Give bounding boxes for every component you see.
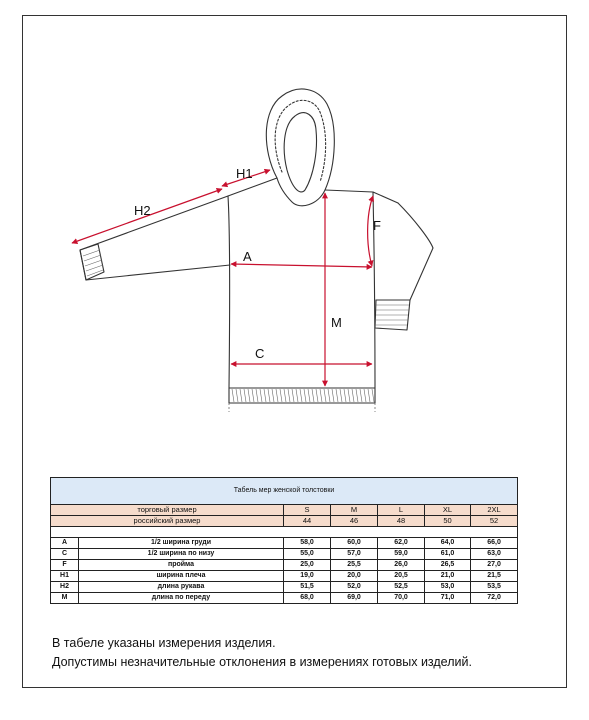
hem-rib-line — [272, 389, 274, 402]
measure-value: 52,0 — [331, 582, 378, 593]
size-chart-table — [50, 477, 518, 604]
hem-rib-line — [348, 389, 350, 402]
label-h1: H1 — [236, 166, 253, 181]
measure-name: пройма — [79, 560, 284, 571]
russian-size-cell: 46 — [331, 516, 378, 527]
trade-size-cell: S — [284, 505, 331, 516]
measure-value: 62,0 — [378, 538, 425, 549]
spacer-cell — [51, 527, 518, 538]
spacer-row — [51, 527, 518, 538]
measure-value: 71,0 — [425, 593, 471, 604]
hem-rib-line — [232, 389, 234, 402]
measure-code: M — [51, 593, 79, 604]
table-row — [51, 571, 518, 582]
label-h2: H2 — [134, 203, 151, 218]
measure-code: H1 — [51, 571, 79, 582]
measure-code: A — [51, 538, 79, 549]
russian-size-label: российский размер — [51, 516, 284, 527]
measure-value: 26,0 — [378, 560, 425, 571]
measure-name: длина рукава — [79, 582, 284, 593]
measure-value: 26,5 — [425, 560, 471, 571]
measure-value: 57,0 — [331, 549, 378, 560]
trade-size-cell: L — [378, 505, 425, 516]
hem-rib-line — [236, 389, 238, 402]
table-row — [51, 538, 518, 549]
measure-value: 27,0 — [471, 560, 518, 571]
hem-rib-line — [328, 389, 330, 402]
measure-code: H2 — [51, 582, 79, 593]
trade-size-cell: 2XL — [471, 505, 518, 516]
measure-code: F — [51, 560, 79, 571]
table-title-row — [51, 478, 518, 505]
hem-rib-line — [324, 389, 326, 402]
russian-size-row — [51, 516, 518, 527]
russian-size-cell: 50 — [425, 516, 471, 527]
hem-rib-line — [260, 389, 262, 402]
hem-rib-line — [284, 389, 286, 402]
hem-rib-line — [264, 389, 266, 402]
russian-size-cell: 48 — [378, 516, 425, 527]
table-row — [51, 593, 518, 604]
hem-rib-line — [240, 389, 242, 402]
measure-value: 61,0 — [425, 549, 471, 560]
measure-value: 25,0 — [284, 560, 331, 571]
measure-name: ширина плеча — [79, 571, 284, 582]
measure-value: 21,0 — [425, 571, 471, 582]
table-row — [51, 582, 518, 593]
measure-value: 63,0 — [471, 549, 518, 560]
hood-opening — [284, 113, 316, 192]
hem-rib-line — [344, 389, 346, 402]
footnote-line-1: В табеле указаны измерения изделия. — [52, 636, 276, 650]
right-sleeve — [376, 203, 433, 300]
left-cuff — [80, 244, 104, 280]
hem-rib-line — [292, 389, 294, 402]
label-c: C — [255, 346, 265, 361]
hem-rib-line — [340, 389, 342, 402]
hem-rib-line — [300, 389, 302, 402]
measure-value: 53,0 — [425, 582, 471, 593]
hem-rib-line — [372, 389, 374, 402]
hem-rib-line — [316, 389, 318, 402]
hem-rib-line — [312, 389, 314, 402]
table-row — [51, 549, 518, 560]
measure-value: 68,0 — [284, 593, 331, 604]
measure-name: 1/2 ширина груди — [79, 538, 284, 549]
measure-value: 69,0 — [331, 593, 378, 604]
trade-size-row — [51, 505, 518, 516]
russian-size-cell: 44 — [284, 516, 331, 527]
measure-a-line — [231, 264, 372, 267]
measure-value: 70,0 — [378, 593, 425, 604]
label-a: A — [243, 249, 252, 264]
hem-rib-line — [296, 389, 298, 402]
hem-rib-line — [244, 389, 246, 402]
hem-rib-line — [280, 389, 282, 402]
measure-name: 1/2 ширина по низу — [79, 549, 284, 560]
hem-rib-line — [364, 389, 366, 402]
hem-ribbing — [232, 389, 374, 402]
measure-code: C — [51, 549, 79, 560]
measure-value: 53,5 — [471, 582, 518, 593]
hem-rib-line — [276, 389, 278, 402]
shoulder-right — [325, 190, 398, 203]
trade-size-cell: M — [331, 505, 378, 516]
label-f: F — [373, 218, 381, 233]
footnote-line-2: Допустимы незначительные отклонения в измерениях готовых изделий. — [52, 655, 472, 669]
hem-rib-line — [368, 389, 370, 402]
hem-rib-line — [360, 389, 362, 402]
hem-rib-line — [308, 389, 310, 402]
hem-rib-line — [332, 389, 334, 402]
measure-value: 25,5 — [331, 560, 378, 571]
measure-value: 58,0 — [284, 538, 331, 549]
measure-value: 20,0 — [331, 571, 378, 582]
table-title: Табель мер женской толстовки — [51, 478, 518, 505]
measure-value: 66,0 — [471, 538, 518, 549]
hem-rib-line — [320, 389, 322, 402]
body-left-side — [228, 196, 230, 388]
measure-value: 72,0 — [471, 593, 518, 604]
measure-value: 19,0 — [284, 571, 331, 582]
hem-rib-line — [268, 389, 270, 402]
trade-size-cell: XL — [425, 505, 471, 516]
label-m: M — [331, 315, 342, 330]
measure-value: 52,5 — [378, 582, 425, 593]
russian-size-cell: 52 — [471, 516, 518, 527]
measure-value: 20,5 — [378, 571, 425, 582]
table-row — [51, 560, 518, 571]
hem-rib-line — [248, 389, 250, 402]
measure-value: 64,0 — [425, 538, 471, 549]
measure-value: 21,5 — [471, 571, 518, 582]
hem-rib-line — [352, 389, 354, 402]
guide-lines — [229, 403, 375, 412]
measure-value: 55,0 — [284, 549, 331, 560]
hem-rib-line — [336, 389, 338, 402]
footnote — [52, 634, 472, 672]
measure-name: длина по переду — [79, 593, 284, 604]
hem-rib-line — [356, 389, 358, 402]
hood-outline — [266, 89, 334, 206]
hem-rib-line — [288, 389, 290, 402]
hem-rib-line — [256, 389, 258, 402]
measure-value: 51,5 — [284, 582, 331, 593]
measure-value: 59,0 — [378, 549, 425, 560]
trade-size-label: торговый размер — [51, 505, 284, 516]
hem-rib-line — [304, 389, 306, 402]
hem-rib-line — [252, 389, 254, 402]
measure-value: 60,0 — [331, 538, 378, 549]
